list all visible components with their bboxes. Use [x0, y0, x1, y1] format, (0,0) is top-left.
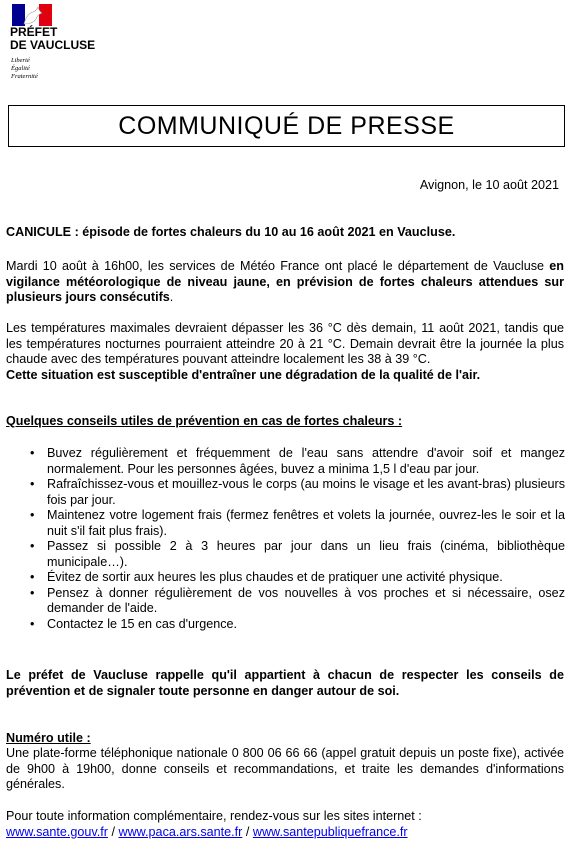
list-item	[30, 570, 565, 586]
bullet-icon: •	[30, 570, 35, 584]
bullet-icon: •	[30, 477, 35, 491]
paragraph-vigilance-bold: en vigilance météorologique de niveau jaune, en prévision de fortes chaleurs attendues sur plusieurs jours consécutifs	[6, 259, 564, 304]
air-quality-warning: Cette situation est susceptible d'entraîner une dégradation de la qualité de l'air.	[6, 367, 481, 382]
link-separator: /	[107, 825, 119, 839]
headline: CANICULE : épisode de fortes chaleurs du 10 au 16 août 2021 en Vaucluse.	[6, 225, 456, 239]
list-item	[30, 477, 565, 508]
paragraph-temperatures-text: Les températures maximales devraient dépasser les 36 °C dès demain, 11 août 2021, tandis que les températures nocturnes pourraient atteindre 20 à 21 °C. Demain devrait être la journée la plus chaude avec des températures pouvant atteindre localement les 38 à 39 °C.	[6, 321, 564, 366]
paragraph-vigilance-end: .	[169, 290, 174, 304]
bullet-icon: •	[30, 508, 35, 522]
list-item	[30, 539, 565, 570]
more-info-text: Pour toute information complémentaire, rendez-vous sur les sites internet :	[6, 809, 422, 823]
advice-text: Maintenez votre logement frais (fermez fenêtres et volets la journée, ouvrez-les le soir et la nuit s'il fait plus frais).	[47, 508, 565, 538]
republic-motto	[11, 57, 38, 81]
reminder-paragraph: Le préfet de Vaucluse rappelle qu'il appartient à chacun de respecter les conseils de prévention et de signaler toute personne en danger autour de soi.	[6, 668, 564, 698]
bullet-icon: •	[30, 539, 35, 553]
paragraph-temperatures	[6, 321, 564, 383]
link-separator: /	[242, 825, 253, 839]
advice-text: Évitez de sortir aux heures les plus chaudes et de pratiquer une activité physique.	[47, 570, 503, 584]
advice-list	[30, 446, 565, 632]
advice-text: Pensez à donner régulièrement de vos nouvelles à vos proches et si nécessaire, osez demander de l'aide.	[47, 585, 565, 615]
motto-liberte: Liberté	[11, 57, 30, 64]
useful-number-heading: Numéro utile :	[6, 731, 91, 745]
prefecture-name	[10, 26, 95, 51]
bullet-icon: •	[30, 616, 35, 631]
link-sante-gouv[interactable]: www.sante.gouv.fr	[6, 825, 108, 839]
title-box	[8, 105, 565, 147]
motto-egalite: Égalité	[11, 65, 30, 72]
link-sante-publique-france[interactable]: www.santepubliquefrance.fr	[252, 825, 408, 839]
list-item	[30, 508, 565, 539]
links-line	[6, 825, 408, 840]
link-paca-ars[interactable]: www.paca.ars.sante.fr	[118, 825, 243, 839]
advice-text: Contactez le 15 en cas d'urgence.	[47, 616, 238, 631]
bullet-icon: •	[30, 585, 35, 600]
paragraph-vigilance-text: Mardi 10 août à 16h00, les services de Météo France ont placé le département de Vaucluse	[6, 259, 550, 273]
advice-text: Buvez régulièrement et fréquemment de l'eau sans attendre d'avoir soif et mangez normalement. Pour les personnes âgées, buvez a minima 1,5 l d'eau par jour.	[47, 446, 565, 476]
marianne-flag-icon	[12, 4, 52, 26]
bullet-icon: •	[30, 446, 35, 460]
paragraph-vigilance	[6, 259, 564, 306]
list-item	[30, 446, 565, 477]
useful-number-text: Une plate-forme téléphonique nationale 0 800 06 66 66 (appel gratuit depuis un poste fixe), activée de 9h00 à 19h00, donne conseils et recommandations, et traite les demandes d'informations générales.	[6, 746, 564, 791]
page-title: COMMUNIQUÉ DE PRESSE	[118, 112, 455, 140]
advice-text: Passez si possible 2 à 3 heures par jour dans un lieu frais (cinéma, bibliothèque municipale…).	[47, 539, 565, 569]
list-item	[30, 586, 565, 617]
list-item	[30, 617, 565, 633]
prefecture-name-line1: PRÉFET	[10, 25, 58, 39]
prefecture-name-line2: DE VAUCLUSE	[10, 37, 96, 52]
advice-heading: Quelques conseils utiles de prévention en cas de fortes chaleurs :	[6, 414, 403, 428]
motto-fraternite: Fraternité	[11, 73, 38, 80]
date-line: Avignon, le 10 août 2021	[419, 178, 559, 192]
advice-text: Rafraîchissez-vous et mouillez-vous le corps (au moins le visage et les avant-bras) plusieurs fois par jour.	[47, 477, 565, 507]
